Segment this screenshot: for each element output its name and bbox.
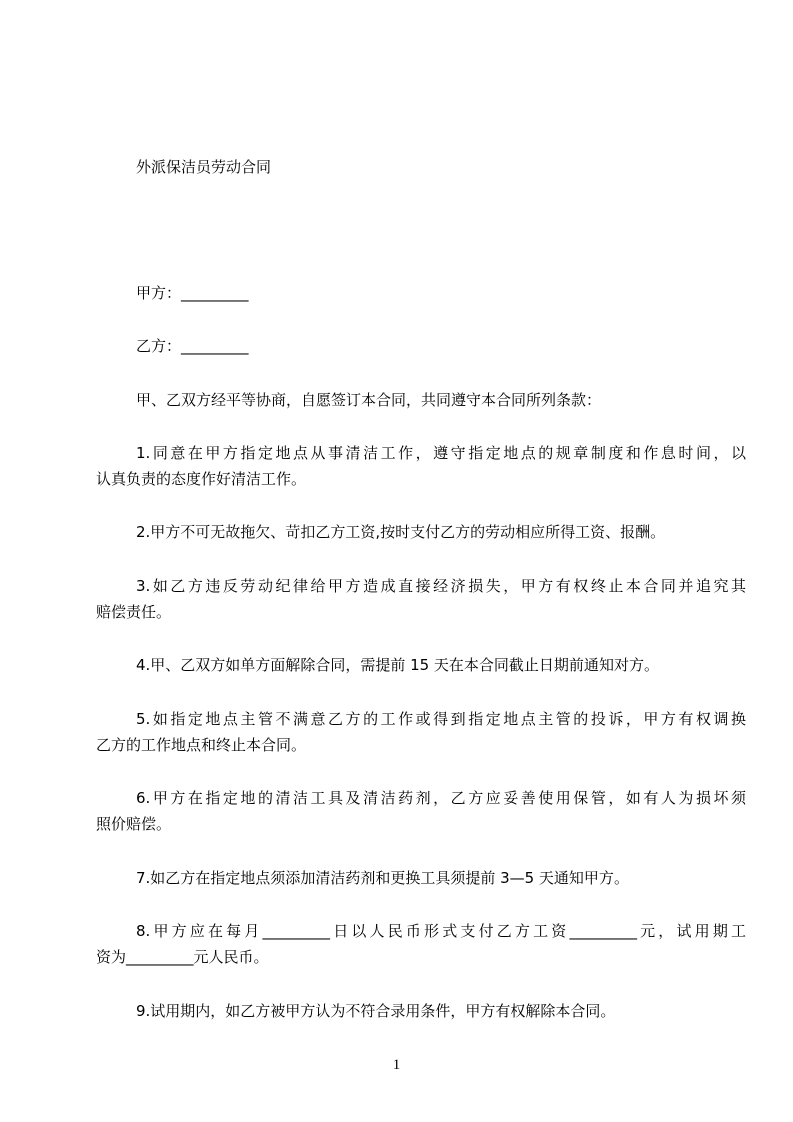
clause-8-line-1: 8.甲方应在每月_________日以人民币形式支付乙方工资_________元，试用期工 <box>136 922 746 940</box>
preamble-line: 甲、乙双方经平等协商，自愿签订本合同，共同遵守本合同所列条款： <box>136 391 602 409</box>
clause-1-line-1: 1.同意在甲方指定地点从事清洁工作，遵守指定地点的规章制度和作息时间，以 <box>136 444 746 462</box>
clause-5-line-1: 5.如指定地点主管不满意乙方的工作或得到指定地点主管的投诉，甲方有权调换 <box>136 710 746 728</box>
clause-3-line-1: 3.如乙方违反劳动纪律给甲方造成直接经济损失，甲方有权终止本合同并追究其 <box>136 577 746 595</box>
clause-8-line-2: 资为_________元人民币。 <box>96 948 269 966</box>
page-number: 1 <box>392 1057 401 1073</box>
party-a-line: 甲方：_________ <box>136 284 249 302</box>
clause-5-line-2: 乙方的工作地点和终止本合同。 <box>96 736 307 754</box>
document-title: 外派保洁员劳动合同 <box>136 158 272 176</box>
clause-9-line: 9.试用期内，如乙方被甲方认为不符合录用条件，甲方有权解除本合同。 <box>136 1002 616 1020</box>
clause-4-line: 4.甲、乙双方如单方面解除合同，需提前 15 天在本合同截止日期前通知对方。 <box>136 656 659 674</box>
clause-7-line: 7.如乙方在指定地点须添加清洁药剂和更换工具须提前 3—5 天通知甲方。 <box>136 869 629 887</box>
clause-3-line-2: 赔偿责任。 <box>96 603 172 621</box>
party-b-line: 乙方：_________ <box>136 337 249 355</box>
clause-6-line-1: 6.甲方在指定地的清洁工具及清洁药剂，乙方应妥善使用保管，如有人为损坏须 <box>136 789 746 807</box>
clause-1-line-2: 认真负责的态度作好清洁工作。 <box>96 470 307 488</box>
clause-2-line: 2.甲方不可无故拖欠、苛扣乙方工资,按时支付乙方的劳动相应所得工资、报酬。 <box>136 523 666 541</box>
clause-6-line-2: 照价赔偿。 <box>96 815 172 833</box>
